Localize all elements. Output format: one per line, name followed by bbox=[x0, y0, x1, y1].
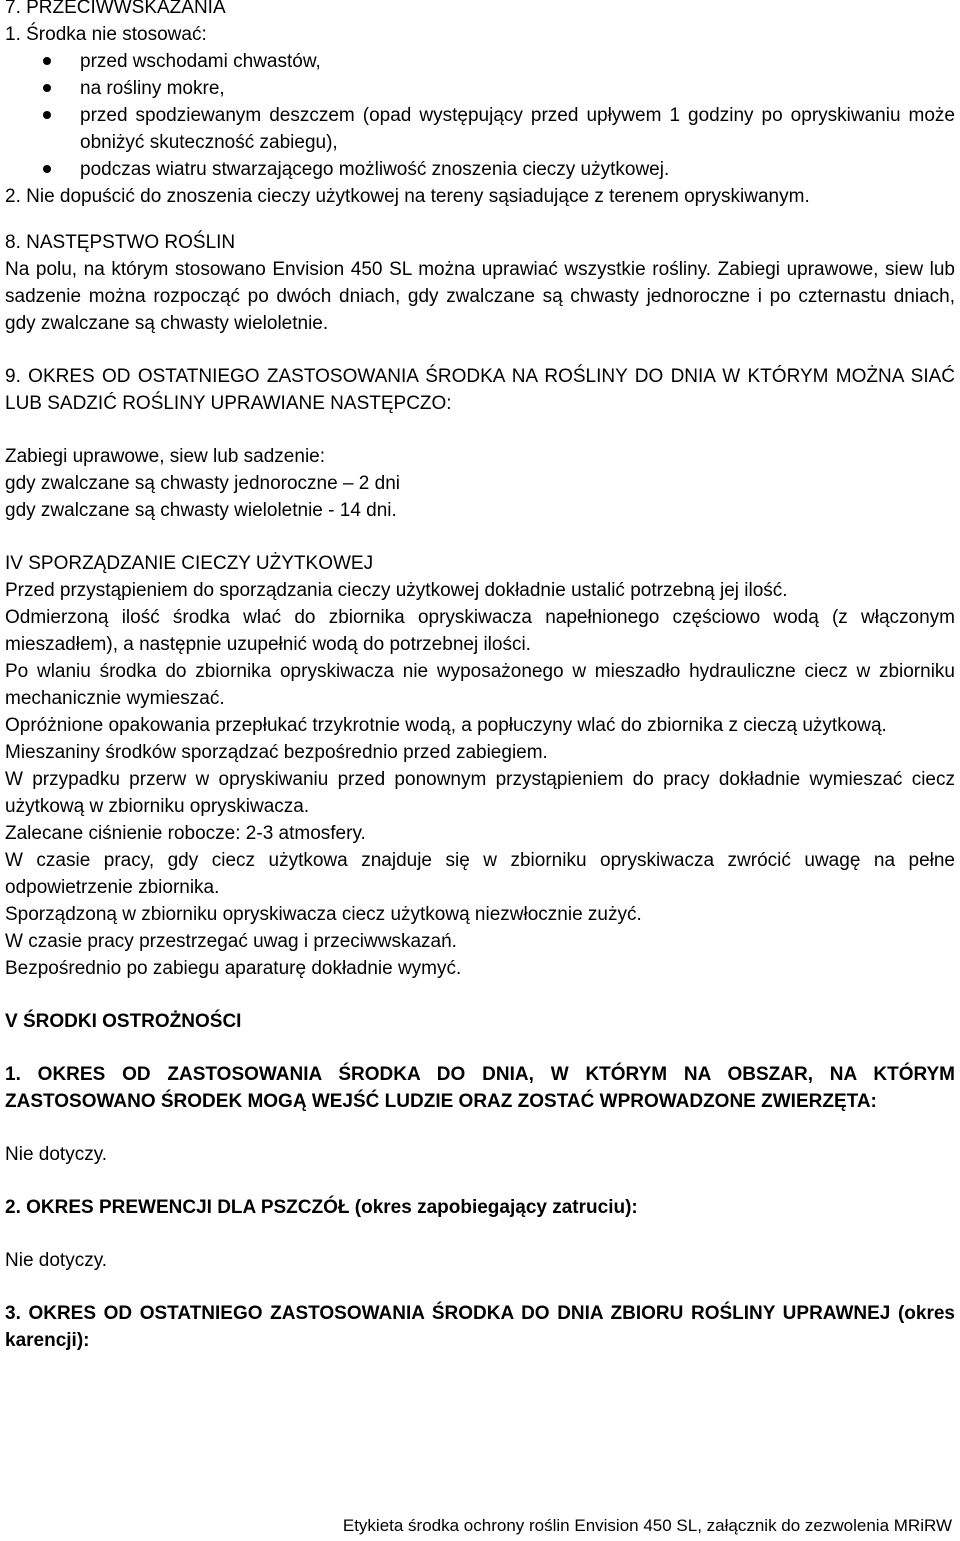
section-v-answer-2: Nie dotyczy. bbox=[5, 1250, 108, 1271]
list-item: podczas wiatru stwarzającego możliwość znoszenia cieczy użytkowej. bbox=[5, 156, 955, 183]
section-iv-paragraph: W przypadku przerw w opryskiwaniu przed ponownym przystąpieniem do pracy dokładnie wymieszać ciecz użytkową w zbiorniku opryskiwacza. bbox=[5, 769, 955, 817]
section-9-line-2: gdy zwalczane są chwasty jednoroczne – 2 dni bbox=[5, 473, 401, 494]
section-v-question-1: 1. OKRES OD ZASTOSOWANIA ŚRODKA DO DNIA, W KTÓRYM NA OBSZAR, NA KTÓRYM ZASTOSOWANO ŚRODEK MOGĄ WEJŚĆ LUDZIE ORAZ ZOSTAĆ WPROWADZONE ZWIERZĘTA: bbox=[5, 1064, 955, 1112]
section-iv-paragraph: Po wlaniu środka do zbiornika opryskiwacza nie wyposażonego w mieszadło hydrauliczne ciecz w zbiorniku mechanicznie wymieszać. bbox=[5, 661, 955, 709]
section-7-item-2: 2. Nie dopuścić do znoszenia cieczy użytkowej na tereny sąsiadujące z terenem opryskiwanym. bbox=[5, 186, 810, 207]
contraindication-list bbox=[5, 48, 955, 183]
section-iv-paragraph: Odmierzoną ilość środka wlać do zbiornika opryskiwacza napełnionego częściowo wodą (z włączonym mieszadłem), a następnie uzupełnić wodą do potrzebnej ilości. bbox=[5, 607, 955, 655]
section-8-heading: 8. NASTĘPSTWO ROŚLIN bbox=[5, 232, 236, 253]
section-iv-heading: IV SPORZĄDZANIE CIECZY UŻYTKOWEJ bbox=[5, 553, 374, 574]
section-v-answer-1: Nie dotyczy. bbox=[5, 1144, 108, 1165]
section-iv-paragraph: Mieszaniny środków sporządzać bezpośrednio przed zabiegiem. bbox=[5, 742, 548, 763]
section-v-question-2: 2. OKRES PREWENCJI DLA PSZCZÓŁ (okres zapobiegający zatruciu): bbox=[5, 1197, 638, 1218]
section-9-line-1: Zabiegi uprawowe, siew lub sadzenie: bbox=[5, 446, 326, 467]
list-item: przed wschodami chwastów, bbox=[5, 48, 955, 75]
section-iv-paragraph: Opróżnione opakowania przepłukać trzykrotnie wodą, a popłuczyny wlać do zbiornika z cieczą użytkową. bbox=[5, 715, 887, 736]
section-iv-paragraph: Bezpośrednio po zabiegu aparaturę dokładnie wymyć. bbox=[5, 958, 462, 979]
section-iv-paragraph: W czasie pracy, gdy ciecz użytkowa znajduje się w zbiorniku opryskiwacza zwrócić uwagę na pełne odpowietrzenie zbiornika. bbox=[5, 850, 955, 898]
section-9-heading: 9. OKRES OD OSTATNIEGO ZASTOSOWANIA ŚRODKA NA ROŚLINY DO DNIA W KTÓRYM MOŻNA SIAĆ LUB SADZIĆ ROŚLINY UPRAWIANE NASTĘPCZO: bbox=[5, 366, 955, 414]
section-iv-paragraph: Zalecane ciśnienie robocze: 2-3 atmosfery. bbox=[5, 823, 366, 844]
section-iv-paragraph: Sporządzoną w zbiorniku opryskiwacza ciecz użytkową niezwłocznie zużyć. bbox=[5, 904, 642, 925]
section-7-heading: 7. PRZECIWWSKAZANIA bbox=[5, 0, 226, 18]
list-item: przed spodziewanym deszczem (opad występujący przed upływem 1 godziny po opryskiwaniu może obniżyć skuteczność zabiegu), bbox=[5, 102, 955, 156]
document-page bbox=[5, 0, 955, 1354]
section-8-body: Na polu, na którym stosowano Envision 450 SL można uprawiać wszystkie rośliny. Zabiegi uprawowe, siew lub sadzenie można rozpocząć po dwóch dniach, gdy zwalczane są chwasty jednoroczne i po czternastu dniach, gdy zwalczane są chwasty wieloletnie. bbox=[5, 259, 955, 334]
page-footer: Etykieta środka ochrony roślin Envision 450 SL, załącznik do zezwolenia MRiRW bbox=[342, 1516, 952, 1535]
section-iv-paragraph: W czasie pracy przestrzegać uwag i przeciwwskazań. bbox=[5, 931, 457, 952]
section-v-question-3: 3. OKRES OD OSTATNIEGO ZASTOSOWANIA ŚRODKA DO DNIA ZBIORU ROŚLINY UPRAWNEJ (okres karencji): bbox=[5, 1303, 955, 1351]
section-v-heading: V ŚRODKI OSTROŻNOŚCI bbox=[5, 1011, 242, 1032]
section-iv-paragraph: Przed przystąpieniem do sporządzania cieczy użytkowej dokładnie ustalić potrzebną jej ilość. bbox=[5, 580, 788, 601]
list-item: na rośliny mokre, bbox=[5, 75, 955, 102]
section-7-item-1: 1. Środka nie stosować: bbox=[5, 24, 207, 45]
section-9-line-3: gdy zwalczane są chwasty wieloletnie - 14 dni. bbox=[5, 500, 397, 521]
